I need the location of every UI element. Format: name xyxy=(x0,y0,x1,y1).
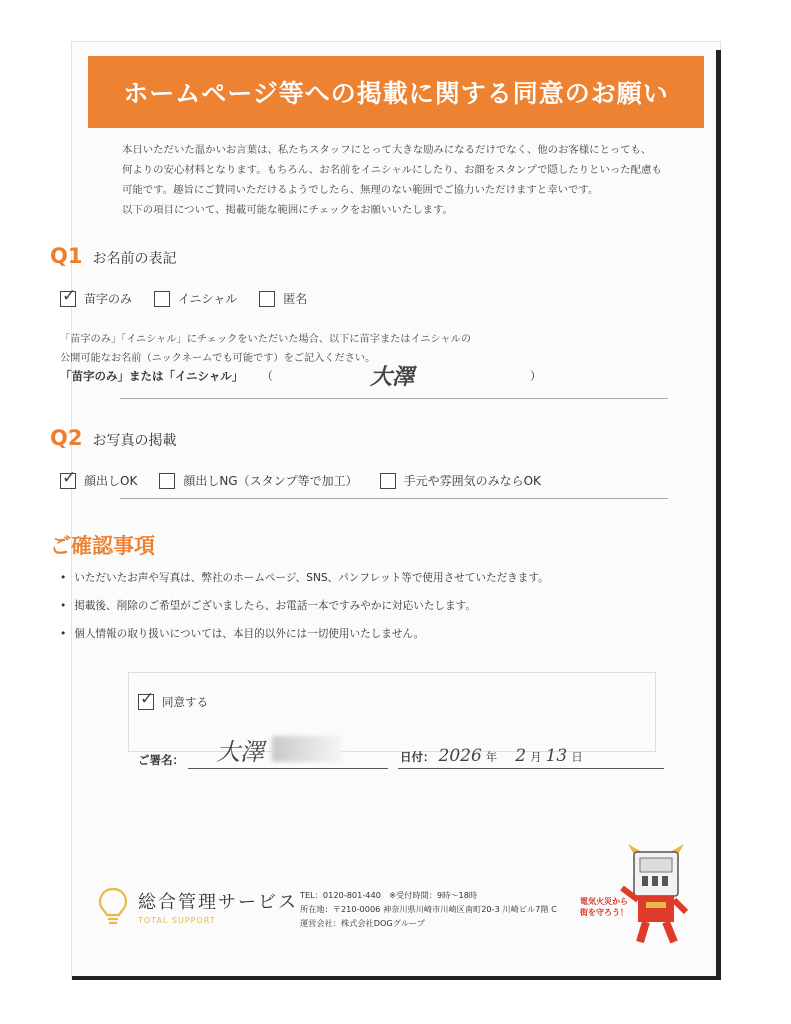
q1-number: Q1 xyxy=(50,244,83,268)
option-label: 匿名 xyxy=(283,292,308,306)
q2-option-hands-only[interactable] xyxy=(380,472,541,489)
option-label: 顔出しOK xyxy=(84,474,138,488)
footer-info xyxy=(300,888,557,930)
option-label: イニシャル xyxy=(178,292,238,306)
lightbulb-icon xyxy=(96,886,130,926)
q1-heading xyxy=(50,244,176,268)
note-line: 「苗字のみ」「イニシャル」にチェックをいただいた場合、以下に苗字またはイニシャルの xyxy=(60,334,472,345)
checkbox-checked[interactable] xyxy=(60,285,77,307)
q1-note xyxy=(60,330,580,368)
footer-tel: TEL：0120-801-440 ※受付時間：9時～18時 xyxy=(300,890,478,900)
year-unit: 年 xyxy=(485,750,498,764)
divider xyxy=(120,498,668,499)
signature-value[interactable]: 大澤 xyxy=(216,738,264,766)
signature-label: ご署名： xyxy=(138,753,184,767)
confirm-title: ご確認事項 xyxy=(50,534,155,558)
month-unit: 月 xyxy=(530,750,542,764)
mascot-icon xyxy=(616,840,696,950)
option-label: 手元や雰囲気のみならOK xyxy=(403,474,541,488)
company-name: 総合管理サービス xyxy=(138,891,298,913)
date-year[interactable]: 2026 xyxy=(438,746,482,766)
checkbox[interactable] xyxy=(159,473,175,489)
name-entry-line xyxy=(60,364,590,390)
intro-line: 以下の項目について、掲載可能な範囲にチェックをお願いいたします。 xyxy=(122,204,453,216)
date-label: 日付： xyxy=(400,750,435,764)
q1-options xyxy=(60,285,329,307)
q2-number: Q2 xyxy=(50,426,83,450)
company-sub: TOTAL SUPPORT xyxy=(138,915,216,925)
date-field xyxy=(400,746,583,766)
q2-title: お写真の掲載 xyxy=(92,433,177,449)
paper-edge-shadow xyxy=(72,976,721,980)
consent-box xyxy=(128,672,656,752)
list-item: • 掲載後、削除のご希望がございましたら、お電話一本ですみやかに対応いたします。 xyxy=(60,596,620,624)
intro-text xyxy=(122,140,702,220)
checkbox-checked[interactable] xyxy=(138,689,155,710)
open-paren: （ xyxy=(261,369,273,383)
divider xyxy=(120,398,668,399)
q1-option-initial[interactable] xyxy=(154,290,237,307)
q2-options xyxy=(60,467,563,489)
date-month[interactable]: 2 xyxy=(515,746,527,766)
signature-underline xyxy=(188,768,388,769)
slogan-line: 街を守ろう！ xyxy=(580,908,628,917)
name-entry-label: 「苗字のみ」または「イニシャル」 xyxy=(60,369,244,383)
footer-address: 所在地：〒210-0006 神奈川県川崎市川崎区南町20-3 川崎ビル7階 C xyxy=(300,904,557,914)
checkbox-checked[interactable] xyxy=(60,467,77,489)
option-label: 苗字のみ xyxy=(84,292,133,306)
intro-line: 可能です。趣旨にご賛同いただけるようでしたら、無理のない範囲でご協力いただけますと幸いです。 xyxy=(122,184,599,196)
checkmark-icon: ✓ xyxy=(62,285,77,306)
q1-option-surname[interactable] xyxy=(60,285,133,307)
q2-heading xyxy=(50,426,176,450)
redacted-area xyxy=(272,736,342,762)
checkbox[interactable] xyxy=(259,291,275,307)
checkbox[interactable] xyxy=(154,291,170,307)
slogan-line: 電気火災から xyxy=(580,897,628,906)
handwritten-name[interactable]: 大澤 xyxy=(370,364,415,390)
q1-title: お名前の表記 xyxy=(92,251,177,267)
day-unit: 日 xyxy=(571,750,583,764)
form-title: ホームページ等への掲載に関する同意のお願い xyxy=(123,79,669,108)
option-label: 顔出しNG（スタンプ等で加工） xyxy=(183,474,358,488)
close-paren: ） xyxy=(530,369,542,383)
date-day[interactable]: 13 xyxy=(545,746,568,766)
footer-operator: 運営会社：株式会社DOGグループ xyxy=(300,918,425,928)
checkbox[interactable] xyxy=(380,473,396,489)
agree-option[interactable] xyxy=(138,689,208,710)
header-banner xyxy=(88,56,704,128)
intro-line: 本日いただいた温かいお言葉は、私たちスタッフにとって大きな励みになるだけでなく、他のお客様にとっても、 xyxy=(122,144,652,156)
date-underline xyxy=(398,768,664,769)
checkmark-icon: ✓ xyxy=(140,689,155,709)
confirm-list xyxy=(60,568,620,652)
list-item: • 個人情報の取り扱いについては、本目的以外には一切使用いたしません。 xyxy=(60,624,620,652)
q2-option-face-ng[interactable] xyxy=(159,472,357,489)
consent-form-sheet xyxy=(72,42,720,978)
checkmark-icon: ✓ xyxy=(62,467,77,488)
note-line: 公開可能なお名前（ニックネームでも可能です）をご記入ください。 xyxy=(60,353,376,364)
paper-edge-shadow xyxy=(716,50,721,978)
list-item: • いただいたお声や写真は、弊社のホームページ、SNS、パンフレット等で使用させていただきます。 xyxy=(60,568,620,596)
q1-option-anonymous[interactable] xyxy=(259,290,307,307)
q2-option-face-ok[interactable] xyxy=(60,467,138,489)
agree-label: 同意する xyxy=(162,695,208,709)
intro-line: 何よりの安心材料となります。もちろん、お名前をイニシャルにしたり、お顔をスタンプで隠したりといった配慮も xyxy=(122,164,662,176)
company-logo xyxy=(96,886,298,926)
